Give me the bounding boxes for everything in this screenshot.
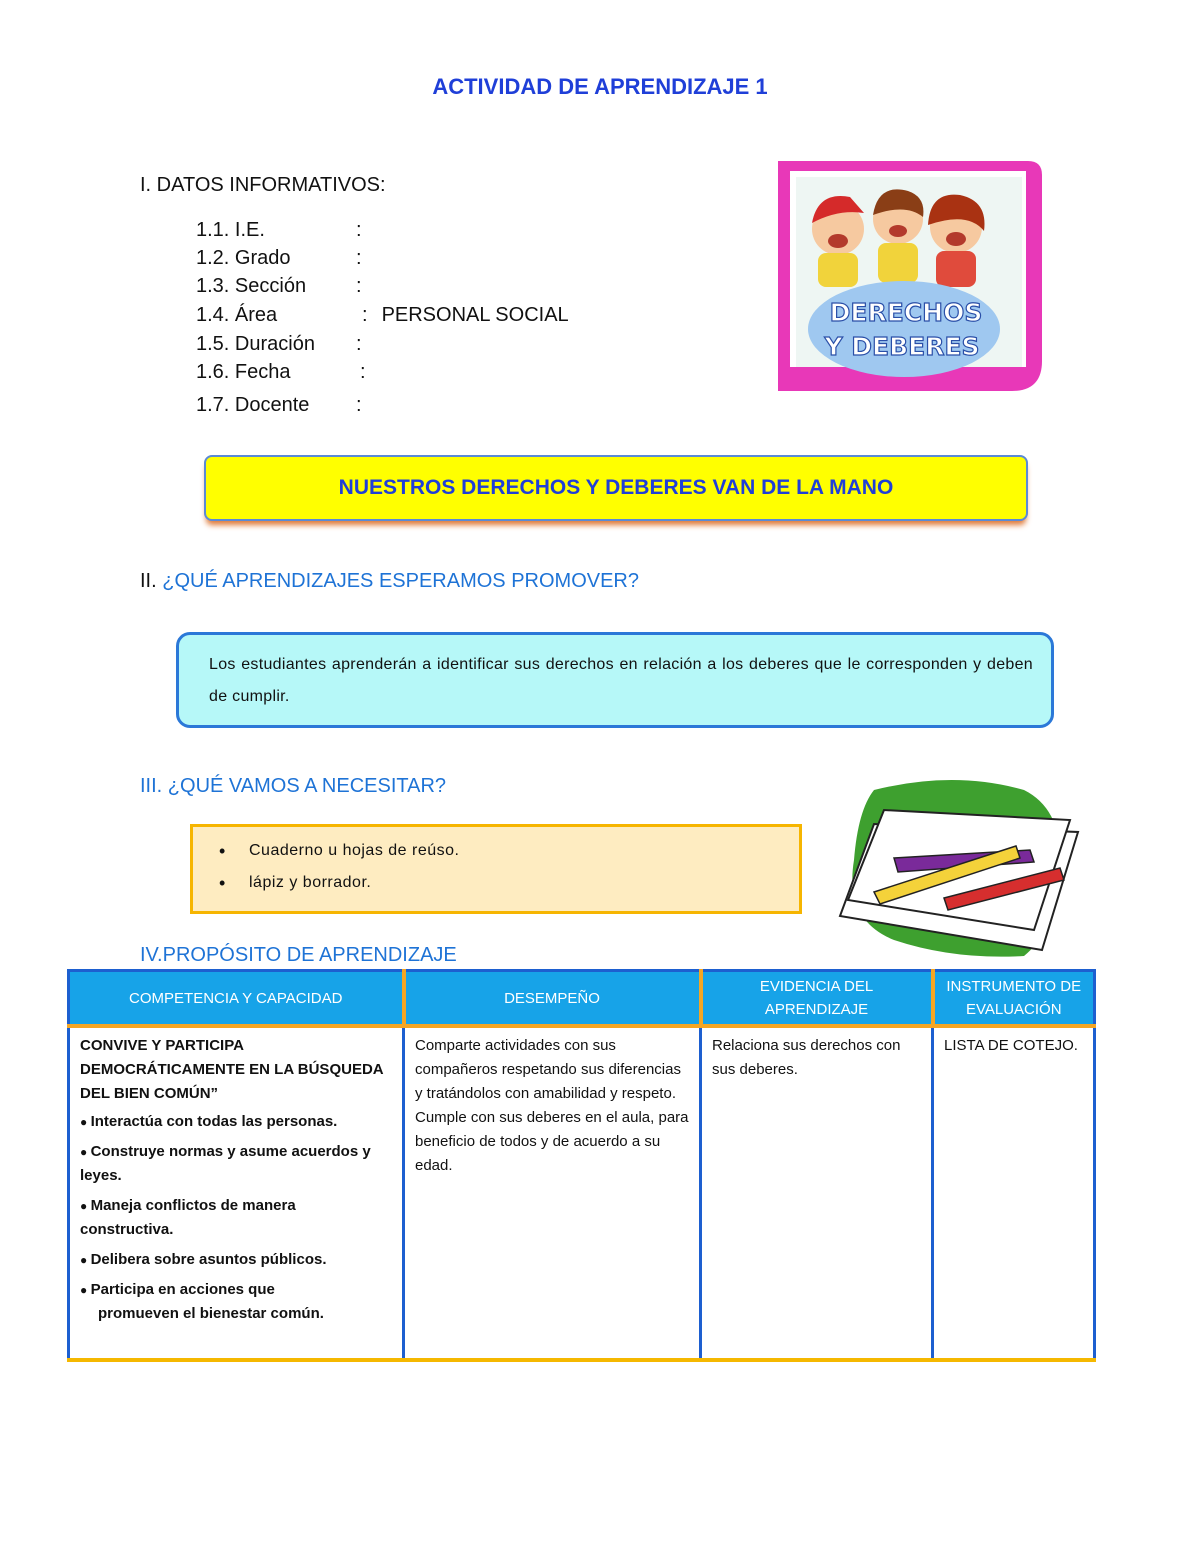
info-sep: : bbox=[356, 247, 362, 269]
info-sep: : bbox=[356, 394, 362, 416]
info-label: 1.7. Docente bbox=[196, 394, 310, 416]
list-item bbox=[80, 1248, 392, 1272]
list-item bbox=[80, 1140, 392, 1188]
section-4-heading: IV.PROPÓSITO DE APRENDIZAJE bbox=[140, 944, 457, 966]
list-item bbox=[80, 1194, 392, 1242]
learning-goal-text: Los estudiantes aprenderán a identificar sus derechos en relación a los deberes que le corresponden y deben de cumplir. bbox=[209, 656, 1033, 705]
evidence-text: Relaciona sus derechos con sus deberes. bbox=[712, 1037, 901, 1078]
section-3-heading bbox=[140, 775, 446, 798]
info-label: 1.6. Fecha bbox=[196, 361, 291, 383]
info-row-fecha bbox=[196, 361, 380, 384]
instrument-text: LISTA DE COTEJO. bbox=[944, 1037, 1078, 1054]
capacity-list bbox=[80, 1110, 392, 1326]
derechos-deberes-illustration bbox=[778, 161, 1042, 391]
illustration-caption-line2: Y DEBERES bbox=[824, 332, 980, 361]
materials-list bbox=[217, 835, 799, 899]
kid-middle-icon bbox=[873, 189, 923, 283]
list-item bbox=[80, 1110, 392, 1134]
header-desempeno: DESEMPEÑO bbox=[404, 971, 701, 1027]
header-competencia: COMPETENCIA Y CAPACIDAD bbox=[69, 971, 404, 1027]
section-2-number: II. bbox=[140, 570, 157, 592]
instrument-cell bbox=[933, 1026, 1095, 1360]
capacity-text: Maneja conflictos de manera constructiva. bbox=[80, 1197, 296, 1238]
info-label: 1.5. Duración bbox=[196, 333, 315, 355]
capacity-text: Participa en acciones que bbox=[90, 1281, 275, 1298]
paper-pencils-illustration bbox=[834, 780, 1080, 958]
banner-text: NUESTROS DERECHOS Y DEBERES VAN DE LA MANO bbox=[338, 476, 894, 499]
capacity-text: Delibera sobre asuntos públicos. bbox=[90, 1251, 327, 1268]
info-label: 1.3. Sección bbox=[196, 275, 307, 297]
section-2-title: ¿QUÉ APRENDIZAJES ESPERAMOS PROMOVER? bbox=[162, 570, 640, 592]
competence-cell bbox=[69, 1026, 404, 1360]
activity-banner bbox=[204, 455, 1028, 521]
purpose-table bbox=[67, 969, 1096, 1362]
illustration-caption-line1: DERECHOS bbox=[829, 298, 983, 327]
section-3-title: ¿QUÉ VAMOS A NECESITAR? bbox=[167, 775, 447, 797]
list-item: • Cuaderno u hojas de reúso. bbox=[217, 835, 799, 867]
info-label: 1.4. Área bbox=[196, 304, 278, 326]
info-sep: : bbox=[362, 304, 368, 326]
info-sep: : bbox=[356, 219, 362, 241]
info-row-grado bbox=[196, 247, 376, 270]
info-row-duracion bbox=[196, 333, 376, 356]
info-sep: : bbox=[356, 333, 362, 355]
info-row-ie bbox=[196, 219, 376, 242]
evidence-cell bbox=[701, 1026, 933, 1360]
performance-text: Comparte actividades con sus compañeros respetando sus diferencias y tratándolos con amabilidad y respeto. Cumple con sus deberes en el aula, para beneficio de todos y de acuerdo a su edad. bbox=[415, 1037, 689, 1174]
header-evidencia: EVIDENCIA DEL APRENDIZAJE bbox=[701, 971, 933, 1027]
capacity-text: Construye normas y asume acuerdos y leyes. bbox=[80, 1143, 371, 1184]
section-2-heading bbox=[140, 570, 639, 593]
list-item: • lápiz y borrador. bbox=[217, 867, 799, 899]
info-row-docente bbox=[196, 394, 376, 417]
info-label: 1.2. Grado bbox=[196, 247, 291, 269]
capacity-text: Interactúa con todas las personas. bbox=[90, 1113, 338, 1130]
header-instrumento: INSTRUMENTO DE EVALUACIÓN bbox=[933, 971, 1095, 1027]
info-row-area bbox=[196, 304, 569, 327]
competence-title: CONVIVE Y PARTICIPA DEMOCRÁTICAMENTE EN LA BÚSQUEDA DEL BIEN COMÚN” bbox=[80, 1037, 384, 1102]
materials-box bbox=[190, 824, 802, 914]
info-row-seccion bbox=[196, 275, 376, 298]
info-sep: : bbox=[356, 275, 362, 297]
learning-goal-box bbox=[176, 632, 1054, 728]
list-item bbox=[80, 1278, 392, 1326]
table-header-row bbox=[69, 971, 1095, 1027]
info-sep: : bbox=[360, 361, 366, 383]
section-3-number: III. bbox=[140, 775, 163, 797]
info-label: 1.1. I.E. bbox=[196, 219, 265, 241]
performance-cell bbox=[404, 1026, 701, 1360]
table-row bbox=[69, 1026, 1095, 1360]
info-value: PERSONAL SOCIAL bbox=[381, 304, 569, 326]
document-title: ACTIVIDAD DE APRENDIZAJE 1 bbox=[432, 74, 768, 99]
kid-left-icon bbox=[812, 196, 864, 287]
section-1-heading: I. DATOS INFORMATIVOS: bbox=[140, 174, 386, 196]
capacity-text-continuation: promueven el bienestar común. bbox=[98, 1305, 324, 1322]
